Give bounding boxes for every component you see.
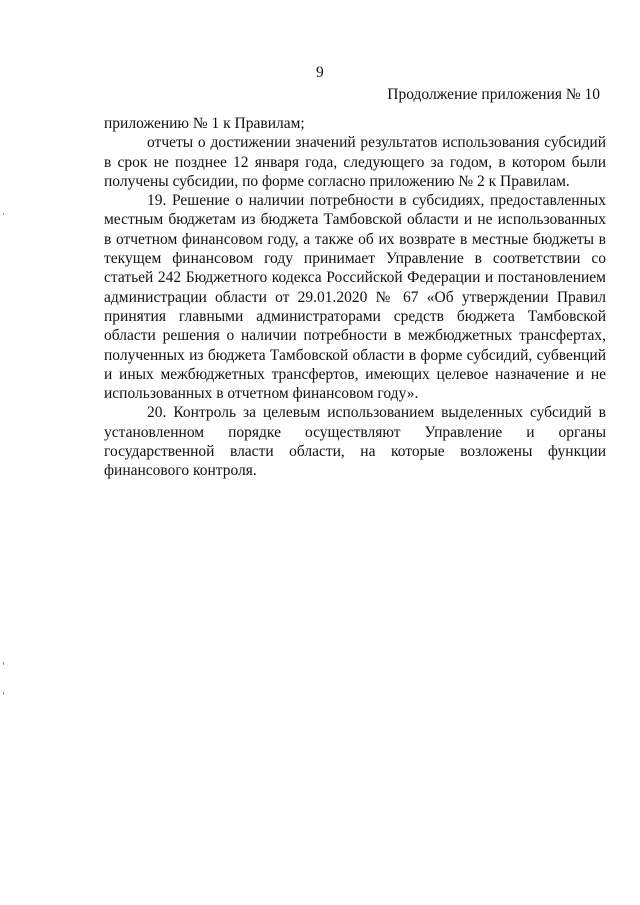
- paragraph-rules-reference: приложению № 1 к Правилам;: [104, 115, 305, 132]
- scan-artifact-mark: [3, 662, 4, 665]
- paragraph-clause-20: 20. Контроль за целевым использованием выделенных субсидий в установленном порядке осуществляют Управление и органы государственной власти области, на которые возложены функции финансового контроля.: [104, 404, 606, 480]
- document-body: [104, 114, 606, 481]
- appendix-continuation-header: Продолжение приложения № 10: [387, 86, 600, 103]
- page-number: 9: [316, 64, 324, 81]
- paragraph-clause-19: 19. Решение о наличии потребности в субсидиях, предоставленных местным бюджетам из бюджета Тамбовской области и не использованных в отчетном финансовом году, а также об их возврате в местные бюджеты в текущем финансовом году принимает Управление в соответствии со статьей 242 Бюджетного кодекса Российской Федерации и постановлением администрации области от 29.01.2020 № 67 «Об утверждении Правил принятия главными администраторами средств бюджета Тамбовской области решения о наличии потребности в межбюджетных трансфертах, полученных из бюджета Тамбовской области в форме субсидий, субвенций и иных межбюджетных трансфертов, имеющих целевое назначение и не использованных в отчетном финансовом году».: [104, 192, 606, 403]
- scan-artifact-mark: [3, 213, 4, 215]
- scan-artifact-mark: [3, 692, 4, 695]
- paragraph-reports: отчеты о достижении значений результатов использования субсидий в срок не позднее 12 января года, следующего за годом, в котором были получены субсидии, по форме согласно приложению № 2 к Правилам.: [104, 134, 606, 190]
